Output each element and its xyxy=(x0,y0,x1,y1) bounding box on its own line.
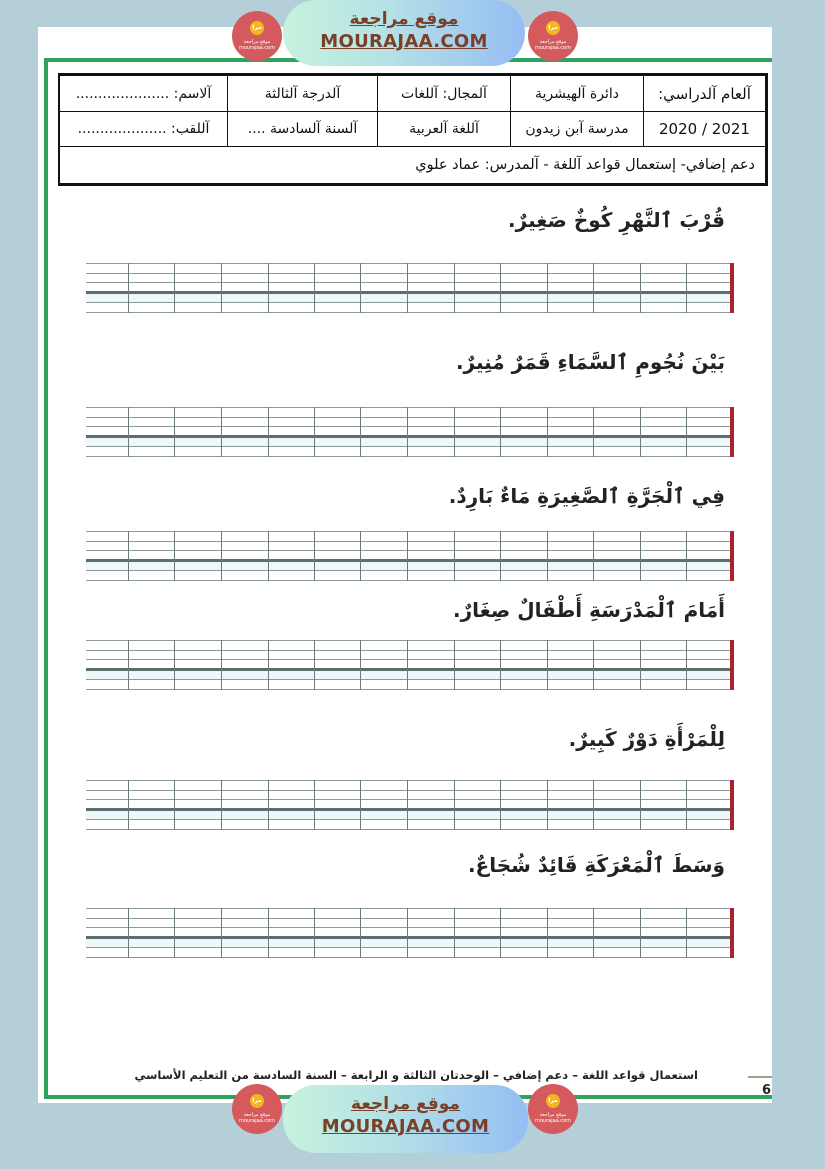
banner-domain: MOURAJAA.COM xyxy=(321,1116,490,1137)
school-year-label: آلعام آلدراسي: xyxy=(644,76,766,112)
writing-grid-6[interactable] xyxy=(86,908,734,958)
sentence-3: فِي ٱلْجَرَّةِ ٱلصَّغِيرَةِ مَاءٌ بَارِدٌ. xyxy=(448,484,725,508)
sentence-6: وَسَطَ ٱلْمَعْرَكَةِ قَائِدٌ شُجَاعٌ. xyxy=(467,853,725,877)
margin-line xyxy=(730,407,734,457)
header-table xyxy=(58,73,768,186)
site-badge-right-bottom xyxy=(528,1084,578,1134)
writing-grid-1[interactable] xyxy=(86,263,734,313)
grade: آلسنة آلسادسة .... xyxy=(228,112,378,147)
writing-grid-4[interactable] xyxy=(86,640,734,690)
footer-rule xyxy=(748,1076,772,1078)
badge-caption-ar: موقع مراجعة xyxy=(539,1112,567,1118)
site-banner-top[interactable] xyxy=(283,0,525,66)
site-logo-icon: مرا xyxy=(250,21,264,35)
site-logo-icon: مرا xyxy=(546,1094,560,1108)
site-logo-icon: مرا xyxy=(250,1094,264,1108)
school-year-value: 2021 / 2020 xyxy=(644,112,766,147)
district: دائرة آلهيشرية xyxy=(511,76,644,112)
badge-caption-ar: موقع مراجعة xyxy=(243,39,271,45)
domain: آلمجال: آللغات xyxy=(378,76,511,112)
sentence-5: لِلْمَرْأَةِ دَوْرٌ كَبِيرٌ. xyxy=(568,727,725,751)
writing-grid-5[interactable] xyxy=(86,780,734,830)
badge-caption-ar: موقع مراجعة xyxy=(539,39,567,45)
badge-caption-ar: موقع مراجعة xyxy=(243,1112,271,1118)
badge-caption-en: mourajaa.com xyxy=(534,45,571,51)
badge-caption-en: mourajaa.com xyxy=(238,45,275,51)
badge-caption-en: mourajaa.com xyxy=(534,1118,571,1124)
margin-line xyxy=(730,640,734,690)
level: آلدرجة آلثالثة xyxy=(228,76,378,112)
page-footer: استعمال قواعد اللغة – دعم إضافي – الوحدتان الثالثة و الرابعة – السنة السادسة من التعليم الأساسي xyxy=(134,1068,698,1082)
site-badge-left xyxy=(232,11,282,61)
site-badge-right xyxy=(528,11,578,61)
writing-grid-3[interactable] xyxy=(86,531,734,581)
writing-grid-2[interactable] xyxy=(86,407,734,457)
sentence-2: بَيْنَ نُجُومِ ٱلسَّمَاءِ قَمَرٌ مُنِيرٌ. xyxy=(455,350,725,374)
worksheet-title: دعم إضافي- إستعمال قواعد آللغة - آلمدرس: عماد علوي xyxy=(60,147,766,184)
sentence-1: قُرْبَ ٱلنَّهْرِ كُوخٌ صَغِيرٌ. xyxy=(508,208,725,232)
badge-caption-en: mourajaa.com xyxy=(238,1118,275,1124)
school: مدرسة آبن زيدون xyxy=(511,112,644,147)
margin-line xyxy=(730,908,734,958)
banner-domain: MOURAJAA.COM xyxy=(320,31,488,52)
surname-field[interactable]: آللقب: .................... xyxy=(60,112,228,147)
site-badge-left-bottom xyxy=(232,1084,282,1134)
site-banner-bottom[interactable] xyxy=(283,1085,528,1153)
sentence-4: أَمَامَ ٱلْمَدْرَسَةِ أَطْفَالٌ صِغَارٌ. xyxy=(453,598,725,622)
subject: آللغة آلعربية xyxy=(378,112,511,147)
margin-line xyxy=(730,263,734,313)
page-number: 6 xyxy=(762,1083,772,1098)
margin-line xyxy=(730,531,734,581)
name-field[interactable]: آلاسم: ..................... xyxy=(60,76,228,112)
banner-arabic: موقع مراجعة xyxy=(349,9,459,29)
margin-line xyxy=(730,780,734,830)
banner-arabic: موقع مراجعة xyxy=(351,1094,460,1114)
site-logo-icon: مرا xyxy=(546,21,560,35)
